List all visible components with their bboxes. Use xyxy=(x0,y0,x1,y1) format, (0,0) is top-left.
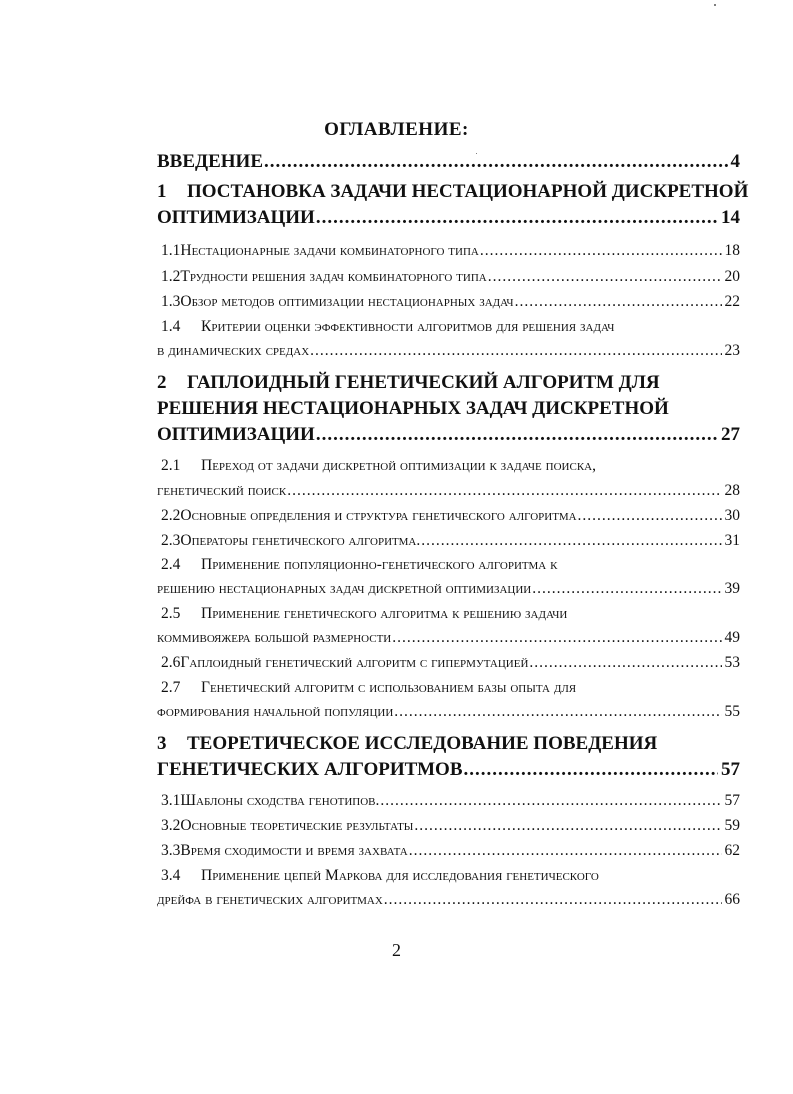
toc-section-2-4-line2[interactable] xyxy=(157,580,740,598)
toc-page-number: 57 xyxy=(721,759,740,780)
toc-page-number: 22 xyxy=(724,293,740,310)
leader-dots xyxy=(578,507,722,525)
toc-page-number: 28 xyxy=(724,482,740,499)
toc-section-2-1-line2[interactable] xyxy=(157,482,740,500)
toc-entry-title: Трудности решения задач комбинаторного типа xyxy=(180,268,487,285)
leader-dots xyxy=(515,293,722,311)
toc-chapter-number: 1 xyxy=(157,181,167,202)
toc-section-2-2[interactable] xyxy=(157,507,740,525)
toc-section-2-4-line1[interactable] xyxy=(157,556,740,574)
scan-speck xyxy=(476,153,477,154)
leader-dots xyxy=(414,817,721,835)
toc-page-number: 53 xyxy=(724,654,740,671)
toc-entry-title: Применение цепей Маркова для исследования генетического xyxy=(201,867,599,884)
toc-chapter-number: 3 xyxy=(157,733,167,754)
toc-page-number: 30 xyxy=(724,507,740,524)
leader-dots xyxy=(392,629,721,647)
toc-entry-title: ГАПЛОИДНЫЙ ГЕНЕТИЧЕСКИЙ АЛГОРИТМ ДЛЯ xyxy=(187,372,660,393)
toc-section-1-1[interactable] xyxy=(157,242,740,260)
toc-section-number: 2.6 xyxy=(161,654,181,671)
toc-section-number: 3.1 xyxy=(161,792,181,809)
toc-section-2-7-line1[interactable] xyxy=(157,679,740,697)
toc-section-2-3[interactable] xyxy=(157,532,740,550)
toc-entry-title: ВВЕДЕНИЕ xyxy=(157,151,263,172)
leader-dots xyxy=(384,891,722,909)
toc-chapter-1-line2[interactable] xyxy=(157,207,740,229)
leader-dots xyxy=(409,842,722,860)
toc-section-number: 2.4 xyxy=(161,556,181,573)
toc-entry-title: ПОСТАНОВКА ЗАДАЧИ НЕСТАЦИОНАРНОЙ ДИСКРЕТНОЙ xyxy=(187,181,749,202)
leader-dots xyxy=(380,792,721,810)
toc-entry-introduction[interactable] xyxy=(157,151,740,173)
toc-section-number: 1.3 xyxy=(161,293,181,310)
toc-page-number: 59 xyxy=(724,817,740,834)
toc-section-2-6[interactable] xyxy=(157,654,740,672)
toc-chapter-2-line2[interactable] xyxy=(157,398,740,420)
toc-title: ОГЛАВЛЕНИЕ: xyxy=(324,119,469,140)
toc-section-1-4-line2[interactable] xyxy=(157,342,740,360)
toc-section-number: 2.1 xyxy=(161,457,181,474)
toc-entry-title: Обзор методов оптимизации нестационарных задач xyxy=(180,293,514,310)
toc-section-2-5-line1[interactable] xyxy=(157,605,740,623)
toc-section-number: 2.2 xyxy=(161,507,181,524)
leader-dots xyxy=(480,242,722,260)
leader-dots xyxy=(264,151,728,173)
toc-entry-title: Нестационарные задачи комбинаторного типа xyxy=(180,242,479,259)
toc-page-number: 57 xyxy=(724,792,740,809)
toc-section-number: 3.2 xyxy=(161,817,181,834)
toc-entry-title-cont: коммивояжера большой размерности xyxy=(157,629,392,646)
toc-entry-title-cont: в динамических средах xyxy=(157,342,310,359)
toc-section-3-1[interactable] xyxy=(157,792,740,810)
toc-chapter-2-line1[interactable] xyxy=(157,372,740,394)
leader-dots xyxy=(394,703,721,721)
toc-section-2-5-line2[interactable] xyxy=(157,629,740,647)
leader-dots xyxy=(421,532,721,550)
toc-entry-title-cont: ГЕНЕТИЧЕСКИХ АЛГОРИТМОВ xyxy=(157,759,463,780)
toc-page-number: 18 xyxy=(724,242,740,259)
leader-dots xyxy=(488,268,722,286)
page-number: 2 xyxy=(392,940,401,960)
toc-entry-title: Критерии оценки эффективности алгоритмов для решения задач xyxy=(201,318,615,335)
toc-section-2-1-line1[interactable] xyxy=(157,457,740,475)
toc-entry-title-cont: ОПТИМИЗАЦИИ xyxy=(157,424,315,445)
leader-dots xyxy=(310,342,721,360)
toc-page-number: 66 xyxy=(724,891,740,908)
toc-entry-title: Применение генетического алгоритма к решению задачи xyxy=(201,605,568,622)
toc-entry-title: Генетический алгоритм с использованием базы опыта для xyxy=(201,679,577,696)
toc-section-number: 3.4 xyxy=(161,867,181,884)
toc-entry-title: Применение популяционно-генетического алгоритма к xyxy=(201,556,558,573)
toc-entry-title-cont: ОПТИМИЗАЦИИ xyxy=(157,207,315,228)
toc-entry-title: Основные определения и структура генетического алгоритма xyxy=(180,507,577,524)
leader-dots xyxy=(316,207,718,229)
toc-entry-title-cont: РЕШЕНИЯ НЕСТАЦИОНАРНЫХ ЗАДАЧ ДИСКРЕТНОЙ xyxy=(157,398,669,419)
toc-entry-title-cont: решению нестационарных задач дискретной оптимизации xyxy=(157,580,532,597)
toc-entry-title: Время сходимости и время захвата xyxy=(180,842,408,859)
toc-section-1-3[interactable] xyxy=(157,293,740,311)
toc-page-number: 49 xyxy=(724,629,740,646)
toc-entry-title-cont: формирования начальной популяции xyxy=(157,703,394,720)
toc-section-number: 1.1 xyxy=(161,242,181,259)
toc-entry-title-cont: генетический поиск xyxy=(157,482,287,499)
toc-section-number: 2.5 xyxy=(161,605,181,622)
toc-entry-title: Основные теоретические результаты xyxy=(180,817,414,834)
toc-section-2-7-line2[interactable] xyxy=(157,703,740,721)
toc-entry-title-cont: дрейфа в генетических алгоритмах xyxy=(157,891,383,908)
toc-section-number: 1.4 xyxy=(161,318,181,335)
toc-entry-title: Гаплоидный генетический алгоритм с гипермутацией xyxy=(180,654,529,671)
leader-dots xyxy=(316,424,718,446)
toc-entry-title: Переход от задачи дискретной оптимизации к задаче поиска, xyxy=(201,457,596,474)
toc-chapter-3-line1[interactable] xyxy=(157,733,740,755)
toc-entry-title: Операторы генетического алгоритма. xyxy=(180,532,421,549)
toc-section-number: 2.7 xyxy=(161,679,181,696)
toc-chapter-2-line3[interactable] xyxy=(157,424,740,446)
toc-entry-title: ТЕОРЕТИЧЕСКОЕ ИССЛЕДОВАНИЕ ПОВЕДЕНИЯ xyxy=(187,733,658,754)
toc-section-1-2[interactable] xyxy=(157,268,740,286)
toc-page-number: 23 xyxy=(724,342,740,359)
leader-dots xyxy=(529,654,721,672)
toc-section-number: 2.3 xyxy=(161,532,181,549)
toc-page-number: 20 xyxy=(724,268,740,285)
toc-page-number: 4 xyxy=(730,151,740,172)
toc-section-number: 1.2 xyxy=(161,268,181,285)
toc-chapter-3-line2[interactable] xyxy=(157,759,740,781)
scan-speck xyxy=(714,4,716,6)
toc-section-3-2[interactable] xyxy=(157,817,740,835)
toc-section-3-4-line2[interactable] xyxy=(157,891,740,909)
leader-dots xyxy=(287,482,721,500)
toc-chapter-number: 2 xyxy=(157,372,167,393)
leader-dots xyxy=(532,580,721,598)
toc-section-3-4-line1[interactable] xyxy=(157,867,740,885)
toc-page-number: 55 xyxy=(724,703,740,720)
toc-section-1-4-line1[interactable] xyxy=(157,318,740,336)
toc-section-3-3[interactable] xyxy=(157,842,740,860)
toc-page-number: 31 xyxy=(724,532,740,549)
toc-section-number: 3.3 xyxy=(161,842,181,859)
toc-page-number: 14 xyxy=(721,207,740,228)
toc-page-number: 39 xyxy=(724,580,740,597)
toc-chapter-1-line1[interactable] xyxy=(157,181,749,203)
toc-page-number: 27 xyxy=(721,424,740,445)
toc-page-number: 62 xyxy=(724,842,740,859)
leader-dots xyxy=(464,759,719,781)
toc-entry-title: Шаблоны сходства генотипов. xyxy=(180,792,380,809)
